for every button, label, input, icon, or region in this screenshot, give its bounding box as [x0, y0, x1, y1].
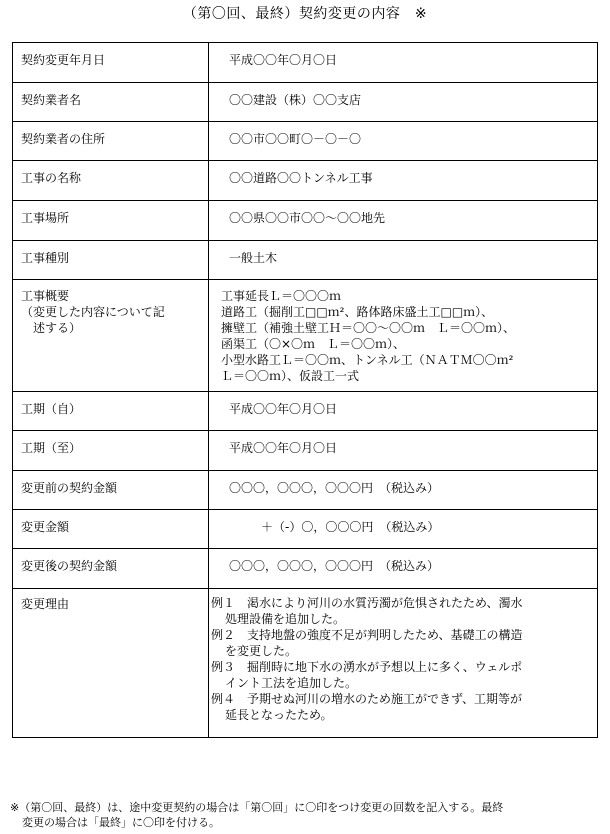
row-label-project-name: 工事の名称	[13, 161, 209, 201]
table-row	[13, 43, 598, 83]
table-row	[13, 510, 598, 549]
footnote-line: 変更の場合は「最終」に〇印を付ける。	[22, 816, 220, 829]
reason-item-line: を変更した。	[225, 644, 298, 658]
row-value-amount-after: 〇〇〇，〇〇〇，〇〇〇円 （税込み）	[209, 549, 598, 589]
row-value-overview	[209, 280, 598, 392]
overview-line: 道路工（掘削工□□ｍ²、路体路床盛土工□□ｍ）、	[221, 305, 494, 319]
document-title: （第〇回、最終）契約変更の内容 ※	[182, 6, 428, 22]
overview-line: 工事延長Ｌ＝〇〇〇ｍ	[221, 289, 342, 303]
footnote	[10, 800, 605, 830]
reason-item-line: 延長となったため。	[225, 708, 333, 722]
footnote-line: ※（第〇回、最終）は、途中変更契約の場合は「第〇回」に〇印をつけ変更の回数を記入する。最終	[10, 801, 504, 814]
row-value-contractor-name: 〇〇建設（株）〇〇支店	[209, 83, 598, 122]
overview-label-line: 工事概要	[21, 289, 70, 303]
row-value-period-end: 平成〇〇年〇月〇日	[209, 431, 598, 471]
table-row	[13, 161, 598, 201]
reason-item-line: 例１ 渇水により河川の水質汚濁が危惧されたため、濁水	[211, 596, 523, 610]
row-value-reason	[209, 589, 598, 738]
table-row	[13, 392, 598, 431]
row-value-project-name: 〇〇道路〇〇トンネル工事	[209, 161, 598, 201]
reason-item-line: 例２ 支持地盤の強度不足が判明したため、基礎工の構造	[211, 628, 523, 642]
table-row	[13, 83, 598, 122]
row-label-amount-change: 変更金額	[13, 510, 209, 549]
row-label-amount-before: 変更前の契約金額	[13, 471, 209, 510]
overview-label-line: 述する）	[33, 321, 82, 335]
overview-line: 函渠工（〇×〇ｍ Ｌ＝〇〇ｍ）、	[221, 337, 406, 351]
reason-item-line: 例３ 掘削時に地下水の湧水が予想以上に多く、ウェルポ	[211, 660, 523, 674]
table-row	[13, 431, 598, 471]
table-row	[13, 280, 598, 392]
row-value-project-type: 一般土木	[209, 241, 598, 280]
reason-item-line: 処理設備を追加した。	[225, 612, 346, 626]
row-value-project-location: 〇〇県〇〇市〇〇～〇〇地先	[209, 201, 598, 241]
reason-item-line: 例４ 予期せぬ河川の増水のため施工ができず、工期等が	[211, 692, 523, 706]
row-label-contractor-address: 契約業者の住所	[13, 122, 209, 161]
table-row	[13, 549, 598, 589]
table-row	[13, 241, 598, 280]
row-value-amount-change: ＋（-）〇，〇〇〇円 （税込み）	[209, 510, 598, 549]
overview-label-line: （変更した内容について記	[21, 305, 165, 319]
table-row	[13, 122, 598, 161]
overview-line: 小型水路工Ｌ＝〇〇ｍ、トンネル工（ＮＡＴＭ〇〇ｍ²	[221, 353, 514, 367]
table-row	[13, 589, 598, 738]
row-label-reason: 変更理由	[13, 589, 209, 738]
overview-line: 擁壁工（補強土壁工Ｈ＝〇〇～〇〇ｍ Ｌ＝〇〇ｍ）、	[221, 321, 516, 335]
row-label-contractor-name: 契約業者名	[13, 83, 209, 122]
contract-change-table	[12, 42, 598, 738]
overview-line: Ｌ＝〇〇ｍ）、仮設工一式	[221, 369, 360, 383]
row-value-change-date: 平成〇〇年〇月〇日	[209, 43, 598, 83]
row-label-project-type: 工事種別	[13, 241, 209, 280]
row-label-period-end: 工期（至）	[13, 431, 209, 471]
row-value-amount-before: 〇〇〇，〇〇〇，〇〇〇円 （税込み）	[209, 471, 598, 510]
reason-item-line: イント工法を追加した。	[225, 676, 358, 690]
row-label-amount-after: 変更後の契約金額	[13, 549, 209, 589]
table-row	[13, 201, 598, 241]
row-value-contractor-address: 〇〇市〇〇町〇－〇－〇	[209, 122, 598, 161]
table-row	[13, 471, 598, 510]
row-label-period-start: 工期（自）	[13, 392, 209, 431]
row-label-overview	[13, 280, 209, 392]
row-value-period-start: 平成〇〇年〇月〇日	[209, 392, 598, 431]
row-label-change-date: 契約変更年月日	[13, 43, 209, 83]
row-label-project-location: 工事場所	[13, 201, 209, 241]
